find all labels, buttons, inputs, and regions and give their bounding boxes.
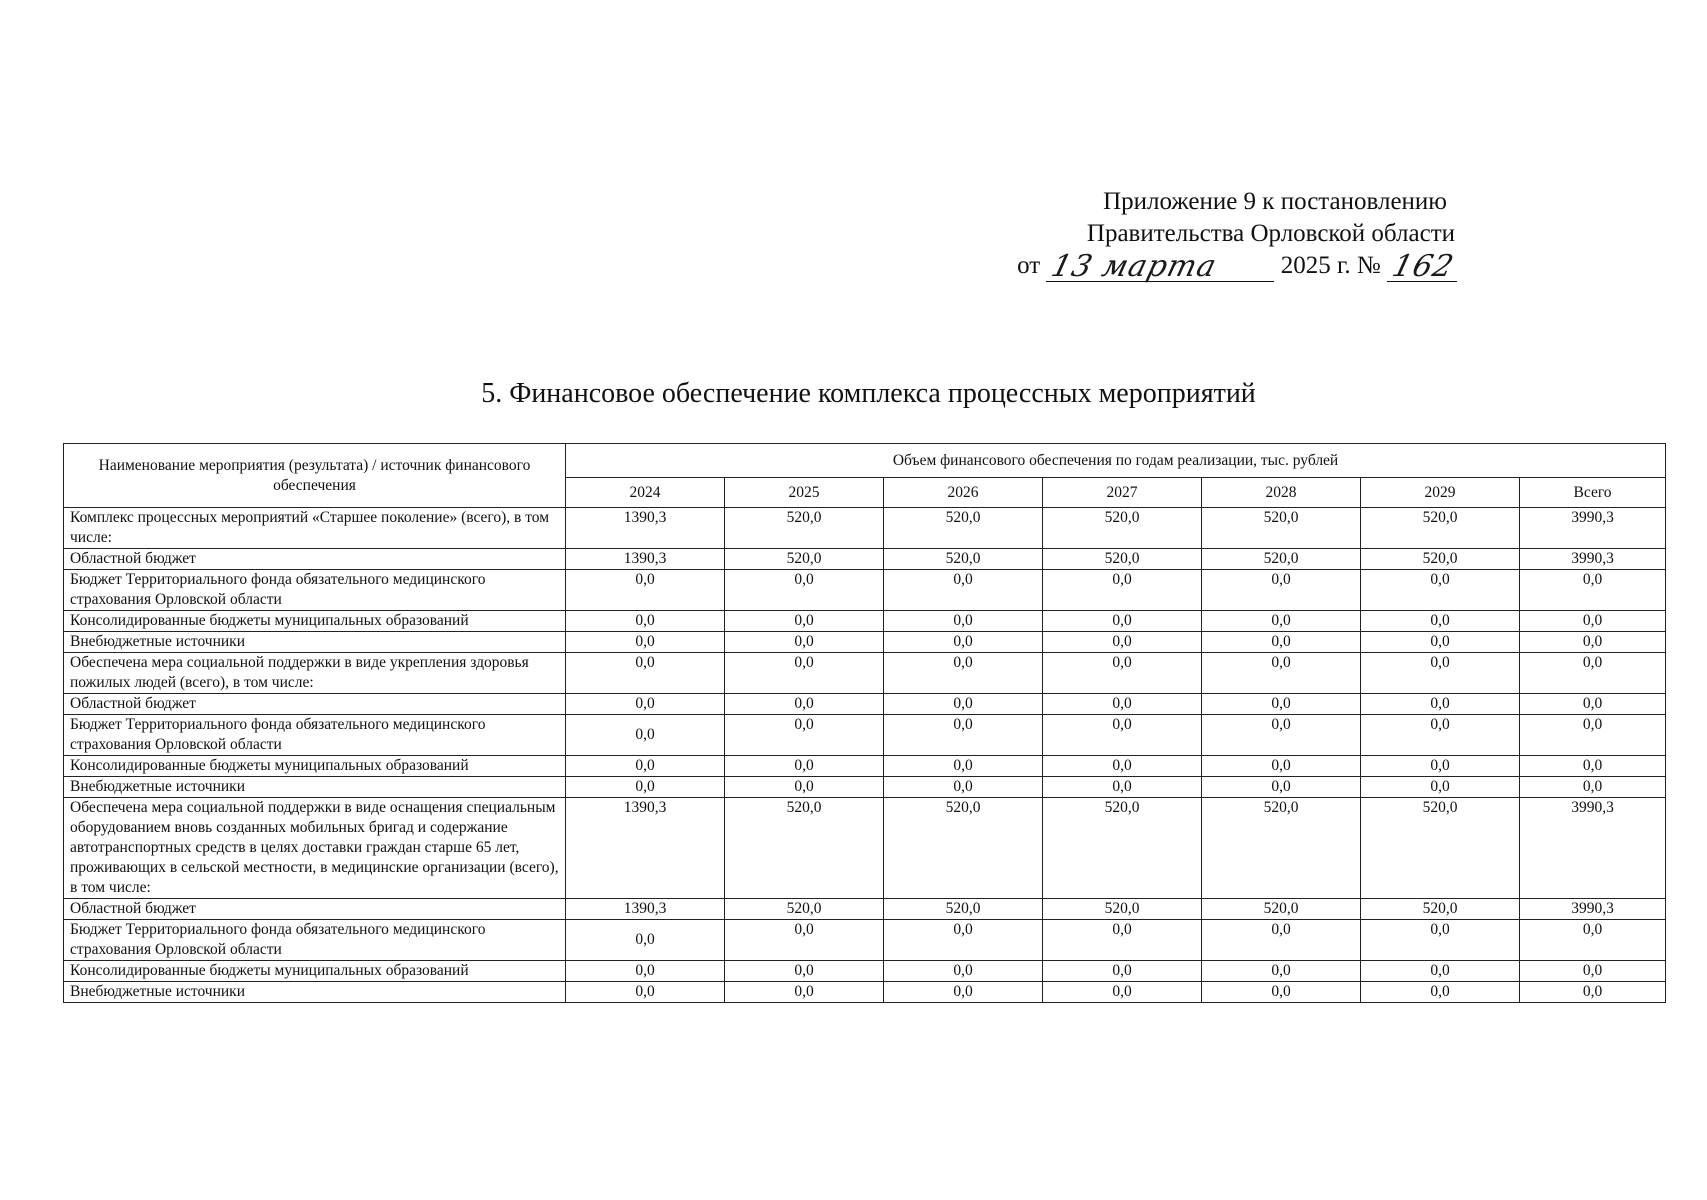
value-cell: 0,0 [725,756,884,777]
value-cell: 0,0 [1520,632,1666,653]
value-cell: 0,0 [1520,961,1666,982]
row-name-cell: Областной бюджет [64,549,566,570]
value-cell: 520,0 [1361,899,1520,920]
section-title: 5. Финансовое обеспечение комплекса процессных мероприятий [481,378,1256,409]
value-cell: 0,0 [1361,982,1520,1003]
value-cell: 0,0 [1202,632,1361,653]
value-cell: 0,0 [566,570,725,611]
handwritten-number: 162 [1388,249,1458,284]
appendix-header [857,186,1457,282]
value-cell: 0,0 [1520,715,1666,756]
value-cell: 0,0 [566,756,725,777]
value-cell: 1390,3 [566,549,725,570]
value-cell: 0,0 [1361,694,1520,715]
table-row [64,694,1666,715]
value-cell: 0,0 [1043,570,1202,611]
value-cell: 0,0 [725,715,884,756]
value-cell: 0,0 [1520,611,1666,632]
table-row [64,715,1666,756]
value-cell: 0,0 [1202,611,1361,632]
table-row [64,777,1666,798]
value-cell: 0,0 [1043,611,1202,632]
value-cell: 0,0 [1202,777,1361,798]
value-cell: 0,0 [725,777,884,798]
value-cell: 0,0 [1361,653,1520,694]
value-cell: 0,0 [1202,715,1361,756]
year-header-cell: 2026 [884,478,1043,508]
volume-column-header: Объем финансового обеспечения по годам реализации, тыс. рублей [566,444,1666,478]
year-header-cell: 2028 [1202,478,1361,508]
table-row [64,899,1666,920]
value-cell: 0,0 [1361,756,1520,777]
value-cell: 520,0 [884,549,1043,570]
value-cell: 0,0 [884,756,1043,777]
value-cell: 520,0 [884,798,1043,899]
value-cell: 520,0 [725,508,884,549]
number-signature-line [1387,249,1458,284]
value-cell: 520,0 [1361,798,1520,899]
value-cell: 0,0 [1043,920,1202,961]
value-cell: 0,0 [884,632,1043,653]
table-row [64,508,1666,549]
handwritten-date: 13 марта [1048,249,1221,284]
value-cell: 0,0 [1520,777,1666,798]
value-cell: 0,0 [566,632,725,653]
value-cell: 520,0 [1043,508,1202,549]
value-cell: 0,0 [884,777,1043,798]
row-name-cell: Областной бюджет [64,899,566,920]
value-cell: 0,0 [566,715,725,756]
table-row [64,549,1666,570]
table-header [64,444,1666,508]
value-cell: 0,0 [725,611,884,632]
value-cell: 0,0 [725,653,884,694]
table-row [64,961,1666,982]
value-cell: 0,0 [1520,570,1666,611]
name-column-header: Наименование мероприятия (результата) / источник финансового обеспечения [64,444,566,508]
appendix-year-number-label: 2025 г. № [1280,252,1381,279]
year-header-cell: 2025 [725,478,884,508]
table-row [64,756,1666,777]
value-cell: 520,0 [1043,899,1202,920]
value-cell: 0,0 [1520,920,1666,961]
value-cell: 1390,3 [566,508,725,549]
value-cell: 0,0 [1202,920,1361,961]
value-cell: 0,0 [884,694,1043,715]
table-row [64,611,1666,632]
value-cell: 0,0 [1361,961,1520,982]
financing-table [63,443,1666,1003]
value-cell: 0,0 [1361,715,1520,756]
year-header-cell: 2027 [1043,478,1202,508]
row-name-cell: Консолидированные бюджеты муниципальных образований [64,611,566,632]
value-cell: 0,0 [884,715,1043,756]
value-cell: 520,0 [725,549,884,570]
row-name-cell: Консолидированные бюджеты муниципальных образований [64,756,566,777]
date-signature-line [1046,249,1274,284]
value-cell: 0,0 [725,570,884,611]
value-cell: 1390,3 [566,899,725,920]
value-cell: 0,0 [1043,756,1202,777]
value-cell: 0,0 [1202,756,1361,777]
row-name-cell: Внебюджетные источники [64,777,566,798]
value-cell: 0,0 [1520,756,1666,777]
value-cell: 520,0 [1202,899,1361,920]
value-cell: 0,0 [1361,777,1520,798]
value-cell: 0,0 [1043,777,1202,798]
appendix-line-3 [857,250,1457,282]
value-cell: 0,0 [1043,632,1202,653]
value-cell: 0,0 [725,982,884,1003]
value-cell: 0,0 [1202,961,1361,982]
value-cell: 0,0 [566,982,725,1003]
value-cell: 3990,3 [1520,798,1666,899]
value-cell: 0,0 [884,611,1043,632]
value-cell: 0,0 [566,611,725,632]
value-cell: 0,0 [1202,694,1361,715]
value-cell: 520,0 [1202,549,1361,570]
value-cell: 3990,3 [1520,508,1666,549]
value-cell: 3990,3 [1520,899,1666,920]
value-cell: 0,0 [725,920,884,961]
value-cell: 0,0 [1202,653,1361,694]
table-row [64,982,1666,1003]
value-cell: 520,0 [1361,508,1520,549]
value-cell: 0,0 [1520,653,1666,694]
value-cell: 0,0 [725,694,884,715]
value-cell: 0,0 [566,920,725,961]
table-row [64,920,1666,961]
value-cell: 0,0 [566,653,725,694]
row-name-cell: Обеспечена мера социальной поддержки в виде оснащения специальным оборудованием вновь созданных мобильных бригад и содержание автотранспортных средств в целях доставки граждан старше 65 лет, проживающих в сельской местности, в медицинские организации (всего), в том числе: [64,798,566,899]
row-name-cell: Внебюджетные источники [64,982,566,1003]
value-cell: 0,0 [725,961,884,982]
table-body [64,508,1666,1003]
value-cell: 0,0 [884,961,1043,982]
value-cell: 0,0 [1043,982,1202,1003]
value-cell: 520,0 [884,899,1043,920]
value-cell: 520,0 [1043,549,1202,570]
row-name-cell: Бюджет Территориального фонда обязательного медицинского страхования Орловской области [64,920,566,961]
value-cell: 1390,3 [566,798,725,899]
value-cell: 0,0 [566,694,725,715]
appendix-line-2: Правительства Орловской области [1086,220,1455,247]
value-cell: 0,0 [1361,920,1520,961]
row-name-cell: Комплекс процессных мероприятий «Старшее поколение» (всего), в том числе: [64,508,566,549]
appendix-prefix: от [1017,252,1041,279]
value-cell: 0,0 [884,653,1043,694]
value-cell: 0,0 [1361,570,1520,611]
value-cell: 3990,3 [1520,549,1666,570]
row-name-cell: Бюджет Территориального фонда обязательного медицинского страхования Орловской области [64,570,566,611]
value-cell: 520,0 [1361,549,1520,570]
value-cell: 0,0 [1043,961,1202,982]
value-cell: 0,0 [1202,570,1361,611]
year-header-cell: 2024 [566,478,725,508]
value-cell: 0,0 [884,920,1043,961]
year-header-cell: 2029 [1361,478,1520,508]
value-cell: 0,0 [1361,611,1520,632]
value-cell: 520,0 [1043,798,1202,899]
row-name-cell: Обеспечена мера социальной поддержки в виде укрепления здоровья пожилых людей (всего), в том числе: [64,653,566,694]
table-row [64,653,1666,694]
value-cell: 0,0 [1043,694,1202,715]
value-cell: 0,0 [884,570,1043,611]
value-cell: 0,0 [1361,632,1520,653]
year-header-cell: Всего [1520,478,1666,508]
value-cell: 0,0 [1202,982,1361,1003]
value-cell: 520,0 [725,899,884,920]
value-cell: 0,0 [1043,653,1202,694]
value-cell: 0,0 [566,961,725,982]
value-cell: 0,0 [1520,982,1666,1003]
table-row [64,798,1666,899]
value-cell: 0,0 [1520,694,1666,715]
appendix-line-1: Приложение 9 к постановлению [1103,188,1447,215]
value-cell: 0,0 [566,777,725,798]
row-name-cell: Внебюджетные источники [64,632,566,653]
value-cell: 520,0 [725,798,884,899]
row-name-cell: Областной бюджет [64,694,566,715]
value-cell: 520,0 [884,508,1043,549]
table-row [64,570,1666,611]
value-cell: 520,0 [1202,798,1361,899]
row-name-cell: Консолидированные бюджеты муниципальных образований [64,961,566,982]
table-row [64,632,1666,653]
value-cell: 0,0 [725,632,884,653]
value-cell: 0,0 [884,982,1043,1003]
row-name-cell: Бюджет Территориального фонда обязательного медицинского страхования Орловской области [64,715,566,756]
value-cell: 0,0 [1043,715,1202,756]
value-cell: 520,0 [1202,508,1361,549]
